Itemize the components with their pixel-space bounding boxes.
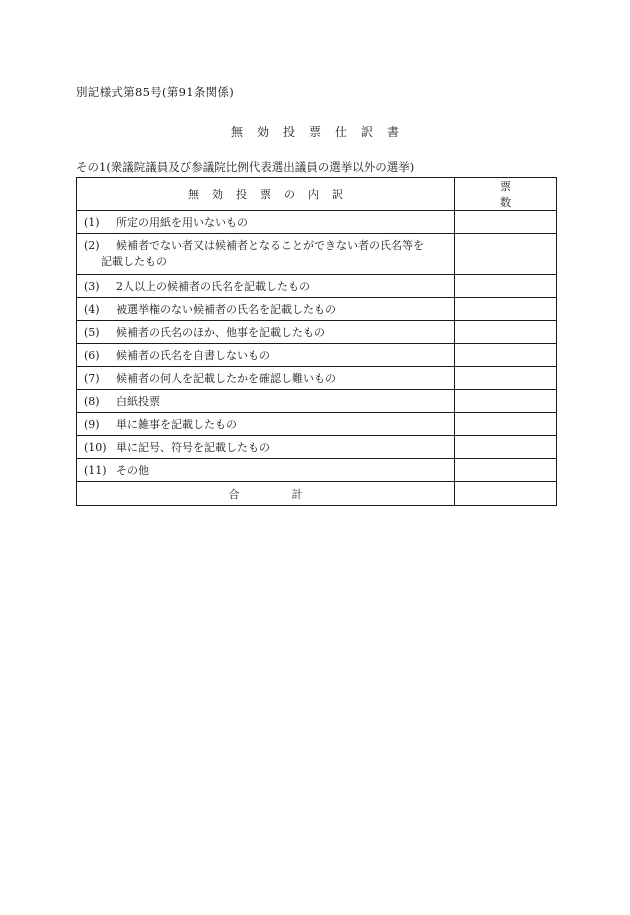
table-header-row — [77, 178, 557, 211]
row-text-continued: 記載したもの — [101, 255, 167, 268]
row-text: 白紙投票 — [116, 395, 160, 408]
total-count-cell[interactable] — [455, 482, 557, 506]
table-row — [77, 367, 557, 390]
row-number: (11) — [84, 464, 107, 477]
table-row — [77, 298, 557, 321]
total-label: 合計 — [228, 487, 355, 501]
row-reason — [77, 234, 455, 275]
row-reason — [77, 321, 455, 344]
table-row — [77, 344, 557, 367]
table-row — [77, 234, 557, 275]
row-reason — [77, 367, 455, 390]
row-number: (9) — [84, 418, 100, 431]
invalid-votes-table — [76, 177, 557, 506]
header-breakdown: 無効投票の内訳 — [77, 178, 455, 211]
row-reason — [77, 298, 455, 321]
row-number: (7) — [84, 372, 100, 385]
section-title: その1(衆議院議員及び参議院比例代表選出議員の選挙以外の選挙) — [76, 160, 415, 174]
row-text: 単に記号、符号を記載したもの — [116, 441, 270, 454]
row-reason — [77, 413, 455, 436]
row-text: 2人以上の候補者の氏名を記載したもの — [116, 280, 310, 293]
row-text: 候補者の氏名のほか、他事を記載したもの — [116, 326, 325, 339]
row-text: 所定の用紙を用いないもの — [116, 216, 248, 229]
row-text: その他 — [116, 464, 149, 477]
row-reason — [77, 390, 455, 413]
form-number: 別記様式第85号(第91条関係) — [76, 85, 235, 99]
total-row — [77, 482, 557, 506]
row-reason — [77, 459, 455, 482]
row-number: (3) — [84, 280, 100, 293]
row-count-cell[interactable] — [455, 298, 557, 321]
row-reason — [77, 275, 455, 298]
row-number: (2) — [84, 239, 100, 252]
row-count-cell[interactable] — [455, 390, 557, 413]
total-label-cell — [77, 482, 455, 506]
row-text: 候補者の何人を記載したかを確認し難いもの — [116, 372, 336, 385]
row-number: (8) — [84, 395, 100, 408]
row-count-cell[interactable] — [455, 436, 557, 459]
row-text: 被選挙権のない候補者の氏名を記載したもの — [116, 303, 336, 316]
row-text: 候補者の氏名を自書しないもの — [116, 349, 270, 362]
row-count-cell[interactable] — [455, 275, 557, 298]
row-number: (10) — [84, 441, 107, 454]
table-row — [77, 390, 557, 413]
row-reason — [77, 344, 455, 367]
table-row — [77, 436, 557, 459]
table-row — [77, 459, 557, 482]
row-count-cell[interactable] — [455, 344, 557, 367]
table-row — [77, 413, 557, 436]
row-count-cell[interactable] — [455, 234, 557, 275]
row-count-cell[interactable] — [455, 413, 557, 436]
row-count-cell[interactable] — [455, 211, 557, 234]
document-title: 無効投票仕訳書 — [230, 125, 413, 139]
header-vote-count: 票数 — [455, 178, 557, 211]
row-number: (4) — [84, 303, 100, 316]
row-text: 候補者でない者又は候補者となることができない者の氏名等を — [116, 239, 424, 252]
row-reason — [77, 436, 455, 459]
table-row — [77, 321, 557, 344]
row-reason — [77, 211, 455, 234]
row-count-cell[interactable] — [455, 321, 557, 344]
row-number: (1) — [84, 216, 100, 229]
row-number: (5) — [84, 326, 100, 339]
row-number: (6) — [84, 349, 100, 362]
row-count-cell[interactable] — [455, 459, 557, 482]
row-count-cell[interactable] — [455, 367, 557, 390]
row-text: 単に雑事を記載したもの — [116, 418, 237, 431]
table-row — [77, 275, 557, 298]
table-row — [77, 211, 557, 234]
